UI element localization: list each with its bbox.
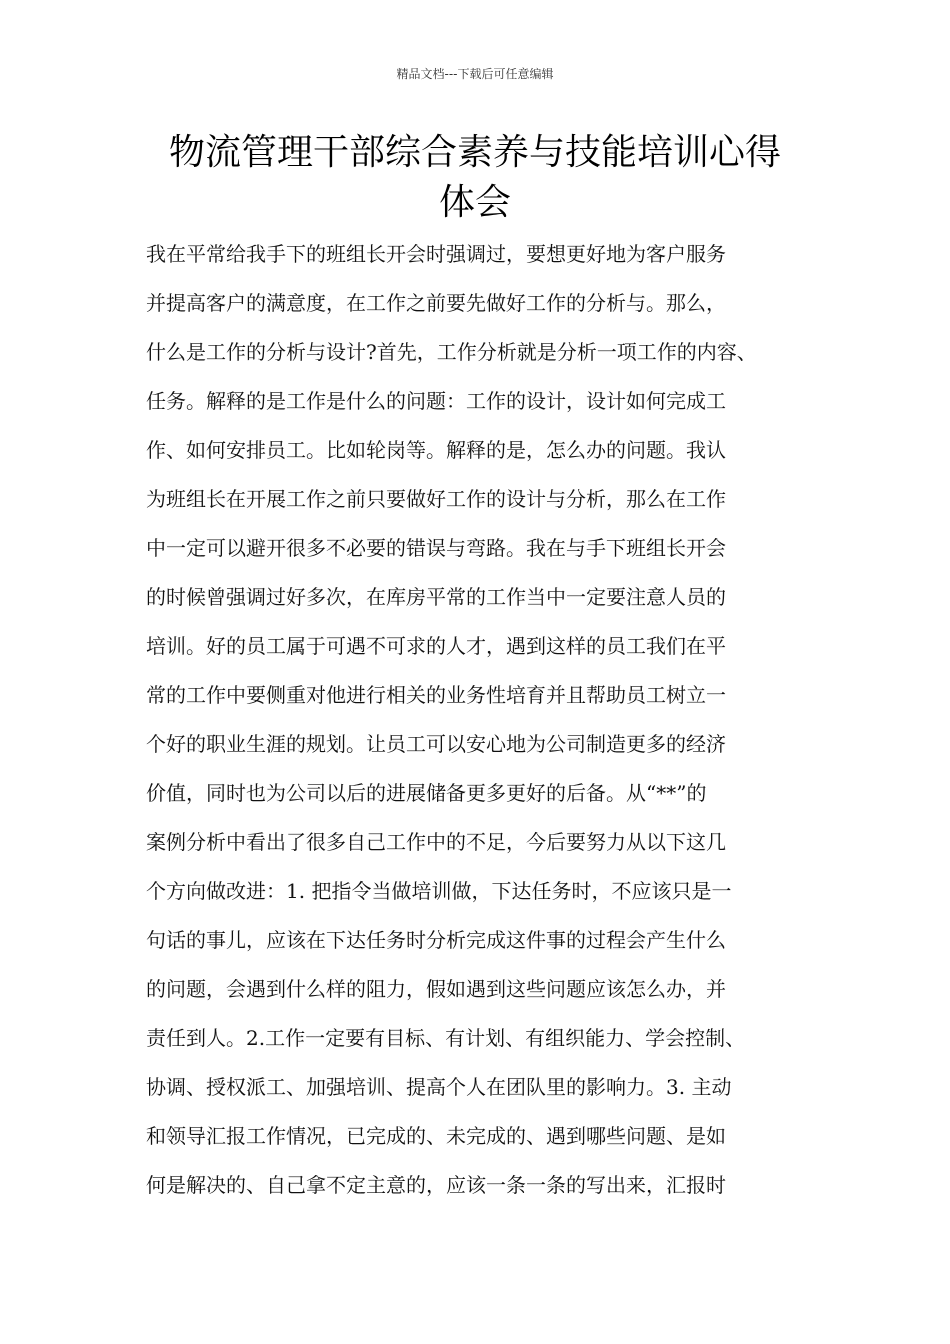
document-title xyxy=(125,128,825,228)
body-line: 任务。解释的是工作是什么的问题：工作的设计，设计如何完成工 xyxy=(146,389,726,413)
body-line: 的问题，会遇到什么样的阻力，假如遇到这些问题应该怎么办，并 xyxy=(146,977,726,1001)
body-line: 培训。好的员工属于可遇不可求的人才，遇到这样的员工我们在平 xyxy=(146,634,726,658)
body-line: 价值，同时也为公司以后的进展储备更多更好的后备。从“**”的 xyxy=(146,781,707,805)
body-line: 常的工作中要侧重对他进行相关的业务性培育并且帮助员工树立一 xyxy=(146,683,726,707)
body-line: 的时候曾强调过好多次，在库房平常的工作当中一定要注意人员的 xyxy=(146,585,726,609)
body-line: 案例分析中看出了很多自己工作中的不足，今后要努力从以下这几 xyxy=(146,830,726,854)
body-line: 并提高客户的满意度，在工作之前要先做好工作的分析与。那么， xyxy=(146,291,726,315)
body-paragraph xyxy=(146,230,810,1210)
body-line: 我在平常给我手下的班组长开会时强调过，要想更好地为客户服务 xyxy=(146,242,726,266)
body-line: 中一定可以避开很多不必要的错误与弯路。我在与手下班组长开会 xyxy=(146,536,726,560)
header-note: 精品文档---下载后可任意编辑 xyxy=(396,67,554,81)
title-line: 物流管理干部综合素养与技能培训心得 xyxy=(168,132,781,173)
body-line: 何是解决的、自己拿不定主意的，应该一条一条的写出来，汇报时 xyxy=(146,1173,726,1197)
title-line: 体会 xyxy=(438,182,511,223)
body-line: 个好的职业生涯的规划。让员工可以安心地为公司制造更多的经济 xyxy=(146,732,726,756)
body-line: 责任到人。2.工作一定要有目标、有计划、有组织能力、学会控制、 xyxy=(146,1026,746,1050)
body-line: 个方向做改进：1. 把指令当做培训做，下达任务时，不应该只是一 xyxy=(146,879,732,903)
body-line: 句话的事儿，应该在下达任务时分析完成这件事的过程会产生什么 xyxy=(146,928,726,952)
body-line: 为班组长在开展工作之前只要做好工作的设计与分析，那么在工作 xyxy=(146,487,726,511)
body-line: 协调、授权派工、加强培训、提高个人在团队里的影响力。3. 主动 xyxy=(146,1075,732,1099)
body-line: 什么是工作的分析与设计?首先，工作分析就是分析一项工作的内容、 xyxy=(146,340,757,364)
body-line: 和领导汇报工作情况，已完成的、未完成的、遇到哪些问题、是如 xyxy=(146,1124,726,1148)
body-line: 作、如何安排员工。比如轮岗等。解释的是，怎么办的问题。我认 xyxy=(146,438,726,462)
